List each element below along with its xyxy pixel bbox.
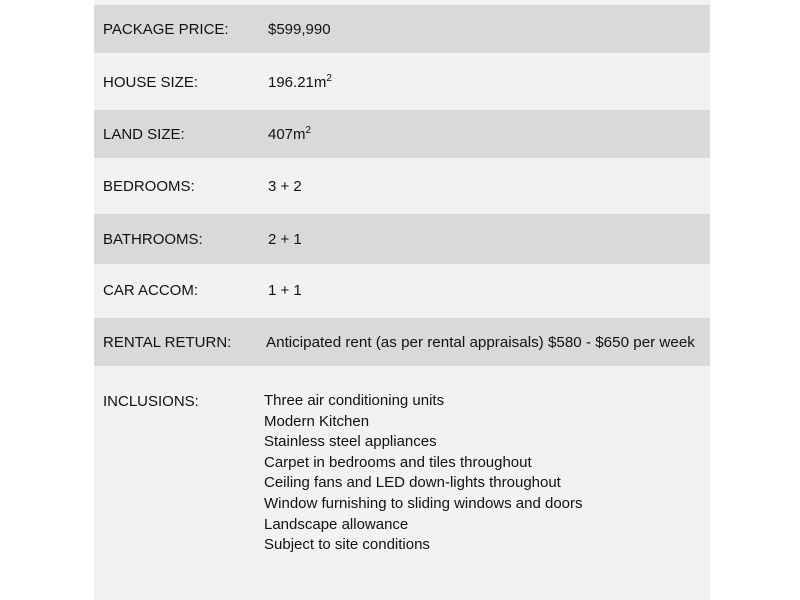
car-accom-value: 1 + 1 [268, 281, 302, 299]
inclusion-item: Modern Kitchen [264, 412, 370, 430]
house-size-value: 196.21m [268, 74, 327, 91]
package-price-row [94, 5, 710, 53]
inclusions-label: INCLUSIONS: [103, 393, 199, 410]
land-size-label: LAND SIZE: [103, 125, 185, 143]
inclusion-item: Ceiling fans and LED down-lights throughout [264, 474, 561, 492]
land-size-row [94, 110, 710, 158]
land-size-value-wrap [268, 125, 311, 143]
bedrooms-row [94, 162, 710, 210]
house-size-unit-superscript: 2 [326, 73, 332, 84]
inclusion-item: Stainless steel appliances [264, 433, 437, 451]
package-price-value: $599,990 [268, 20, 331, 38]
rental-return-row [94, 318, 710, 366]
property-details-table [94, 0, 710, 600]
bathrooms-row [94, 214, 710, 264]
car-accom-label: CAR ACCOM: [103, 281, 199, 299]
inclusion-item: Landscape allowance [264, 515, 409, 533]
house-size-row [94, 58, 710, 106]
rental-return-label: RENTAL RETURN: [103, 333, 232, 351]
bathrooms-label: BATHROOMS: [103, 230, 203, 248]
rental-return-value: Anticipated rent (as per rental appraisals) $580 - $650 per week [266, 333, 695, 351]
car-accom-row [94, 266, 710, 314]
inclusion-item: Subject to site conditions [264, 536, 430, 554]
inclusion-item: Carpet in bedrooms and tiles throughout [264, 453, 532, 471]
bedrooms-label: BEDROOMS: [103, 177, 195, 195]
bathrooms-value: 2 + 1 [268, 230, 302, 248]
house-size-value-wrap [268, 73, 332, 91]
inclusion-item: Three air conditioning units [264, 392, 445, 409]
inclusion-item: Window furnishing to sliding windows and doors [264, 494, 583, 512]
package-price-label: PACKAGE PRICE: [103, 20, 229, 38]
bedrooms-value: 3 + 2 [268, 177, 302, 195]
inclusions-list [264, 391, 583, 556]
land-size-unit-superscript: 2 [305, 125, 312, 136]
house-size-label: HOUSE SIZE: [103, 73, 199, 91]
inclusions-row [94, 370, 710, 600]
land-size-value: 407m [268, 126, 306, 143]
